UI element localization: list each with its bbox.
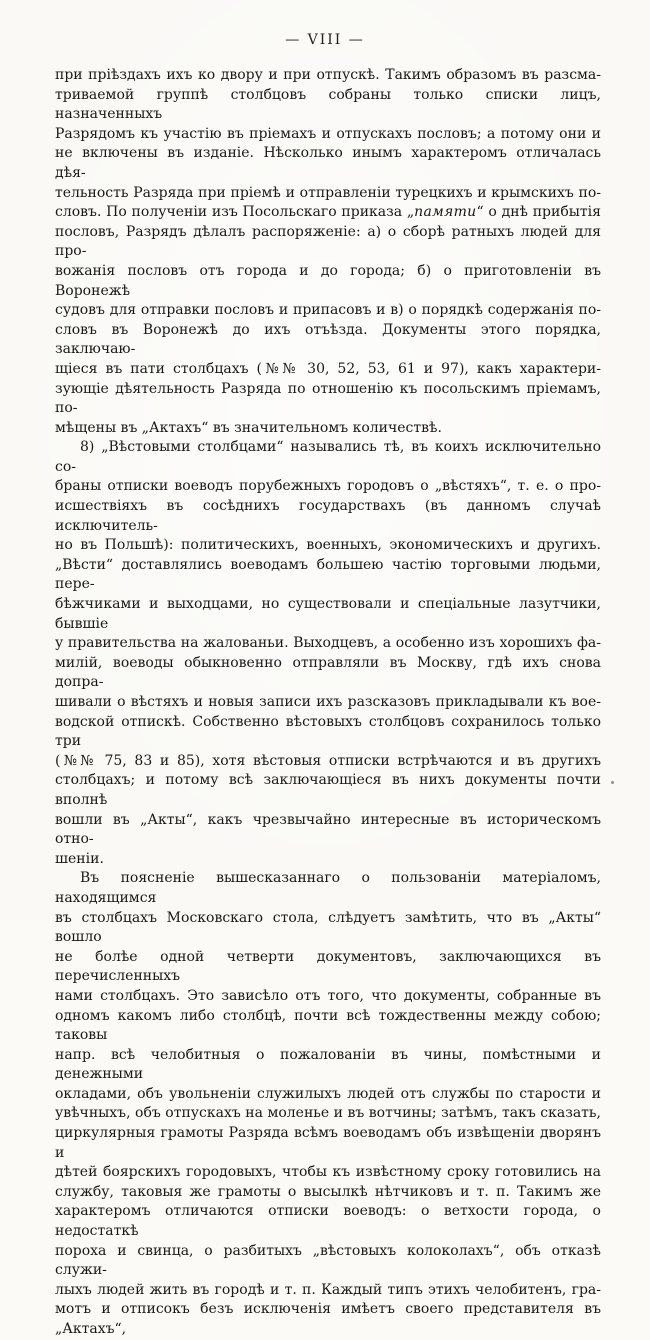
text-line: словъ въ Воронежѣ до ихъ отъѣзда. Документы этого порядка, заключаю- bbox=[55, 321, 601, 358]
text-line: дѣтей боярскихъ городовыхъ, чтобы къ извѣстному сроку готовились на bbox=[55, 1164, 601, 1181]
text-line: не включены въ изданіе. Нѣсколько инымъ характеромъ отличалась дѣя- bbox=[55, 145, 601, 181]
text-line: лыхъ людей жить въ городѣ и т. п. Каждый типъ этихъ челобитенъ, гра- bbox=[55, 1281, 601, 1298]
text-line: вожанія пословъ отъ города и до города; б) о приготовленіи въ Воронежѣ bbox=[55, 262, 601, 299]
text-block bbox=[55, 66, 601, 1340]
text-line: при пріѣздахъ ихъ ко двору и при отпускѣ. Такимъ образомъ въ разсма- bbox=[55, 67, 601, 83]
text-line: циркулярныя грамоты Разряда всѣмъ воеводамъ объ извѣщеніи дворянъ и bbox=[55, 1125, 601, 1161]
text-line: вошли въ „Акты“, какъ чрезвычайно интересные въ историческомъ отно- bbox=[55, 811, 601, 848]
text-line: бѣжчиками и выходцами, но существовали и спеціальные лазутчики, бывшіе bbox=[55, 596, 601, 632]
text-line: словъ. По полученіи изъ Посольскаго приказа „памяти“ о днѣ прибытія bbox=[55, 204, 601, 221]
text-line: службу, таковыя же грамоты о высылкѣ нѣтчиковъ и т. п. Такимъ же bbox=[55, 1183, 601, 1200]
page-number: — VIII — bbox=[285, 32, 365, 48]
text-line: мотъ и отписокъ безъ исключенія имѣетъ своего представителя въ „Актахъ“, bbox=[55, 1301, 601, 1337]
text-line: (№№ 75, 83 и 85), хотя вѣстовыя отписки встрѣчаются и въ другихъ bbox=[55, 752, 601, 769]
text-line: браны отписки воеводъ порубежныхъ городовъ о „вѣстяхъ“, т. е. о про- bbox=[55, 478, 601, 495]
text-line: милій, воеводы обыкновенно отправляли въ Москву, гдѣ ихъ снова допра- bbox=[55, 654, 601, 691]
text-line: характеромъ отличаются отписки воеводъ: о ветхости города, о недостаткѣ bbox=[55, 1203, 601, 1240]
scan-speck bbox=[611, 781, 614, 784]
text-line: напр. всѣ челобитныя о пожалованіи въ чины, помѣстными и денежными bbox=[55, 1046, 601, 1083]
text-line: въ столбцахъ Московскаго стола, слѣдуетъ замѣтить, что въ „Акты“ вошло bbox=[55, 909, 601, 946]
text-line: зующіе дѣятельность Разряда по отношенію къ посольскимъ пріемамъ, по- bbox=[55, 380, 601, 417]
text-line: судовъ для отправки пословъ и припасовъ и в) о порядкѣ содержанія по- bbox=[55, 302, 601, 319]
text-line: у правительства на жалованьи. Выходцевъ, а особенно изъ хорошихъ фа- bbox=[55, 635, 601, 652]
text-line: не болѣе одной четверти документовъ, заключающихся въ перечисленныхъ bbox=[55, 948, 601, 985]
text-line: пословъ, Разрядъ дѣлалъ распоряженіе: а) о сборѣ ратныхъ людей для про- bbox=[55, 223, 601, 260]
text-line: одномъ какомъ либо столбцѣ, почти всѣ тождественны между собою; таковы bbox=[55, 1007, 601, 1044]
text-line: Разрядомъ къ участію въ пріемахъ и отпускахъ пословъ; а потому они и bbox=[55, 125, 601, 142]
text-line: мѣщены въ „Актахъ“ въ значительномъ количествѣ. bbox=[55, 419, 442, 436]
text-line: тельность Разряда при пріемѣ и отправленіи турецкихъ и крымскихъ по- bbox=[55, 184, 601, 201]
text-line: но въ Польшѣ): политическихъ, военныхъ, экономическихъ и другихъ. bbox=[55, 537, 601, 554]
text-line: 8) „Вѣстовыми столбцами“ назывались тѣ, въ коихъ исключительно со- bbox=[55, 439, 601, 475]
text-line: водской отпискѣ. Собственно вѣстовыхъ столбцовъ сохранилось только три bbox=[55, 713, 601, 750]
text-line: триваемой группѣ столбцовъ собраны только списки лицъ, назначенныхъ bbox=[55, 86, 601, 123]
text-line: нами столбцахъ. Это зависѣло отъ того, что документы, собранные въ bbox=[55, 987, 601, 1004]
text-line: пороха и свинца, о разбитыхъ „вѣстовыхъ колоколахъ“, объ отказѣ служи- bbox=[55, 1242, 601, 1279]
text-line: исшествіяхъ въ сосѣднихъ государствахъ (въ данномъ случаѣ исключитель- bbox=[55, 498, 601, 534]
text-line: столбцахъ; и потому всѣ заключающіеся въ нихъ документы почти вполнѣ bbox=[55, 772, 601, 808]
text-line: „Вѣсти“ доставлялись воеводамъ большею частію торговыми людьми, пере- bbox=[55, 556, 601, 593]
text-line: Въ поясненіе вышесказаннаго о пользованіи матеріаломъ, находящимся bbox=[55, 870, 601, 906]
text-line: окладами, объ увольненіи служилыхъ людей отъ службы по старости и bbox=[55, 1085, 601, 1102]
text-line: шеніи. bbox=[55, 850, 104, 867]
text-line: увѣчныхъ, объ отпускахъ на моленье и въ вотчины; затѣмъ, такъ сказать, bbox=[55, 1105, 601, 1122]
text-line: шивали о вѣстяхъ и новыя записи ихъ разсказовъ прикладывали къ вое- bbox=[55, 694, 601, 710]
text-line: щіеся въ пати столбцахъ (№№ 30, 52, 53, 61 и 97), какъ характери- bbox=[55, 360, 601, 377]
